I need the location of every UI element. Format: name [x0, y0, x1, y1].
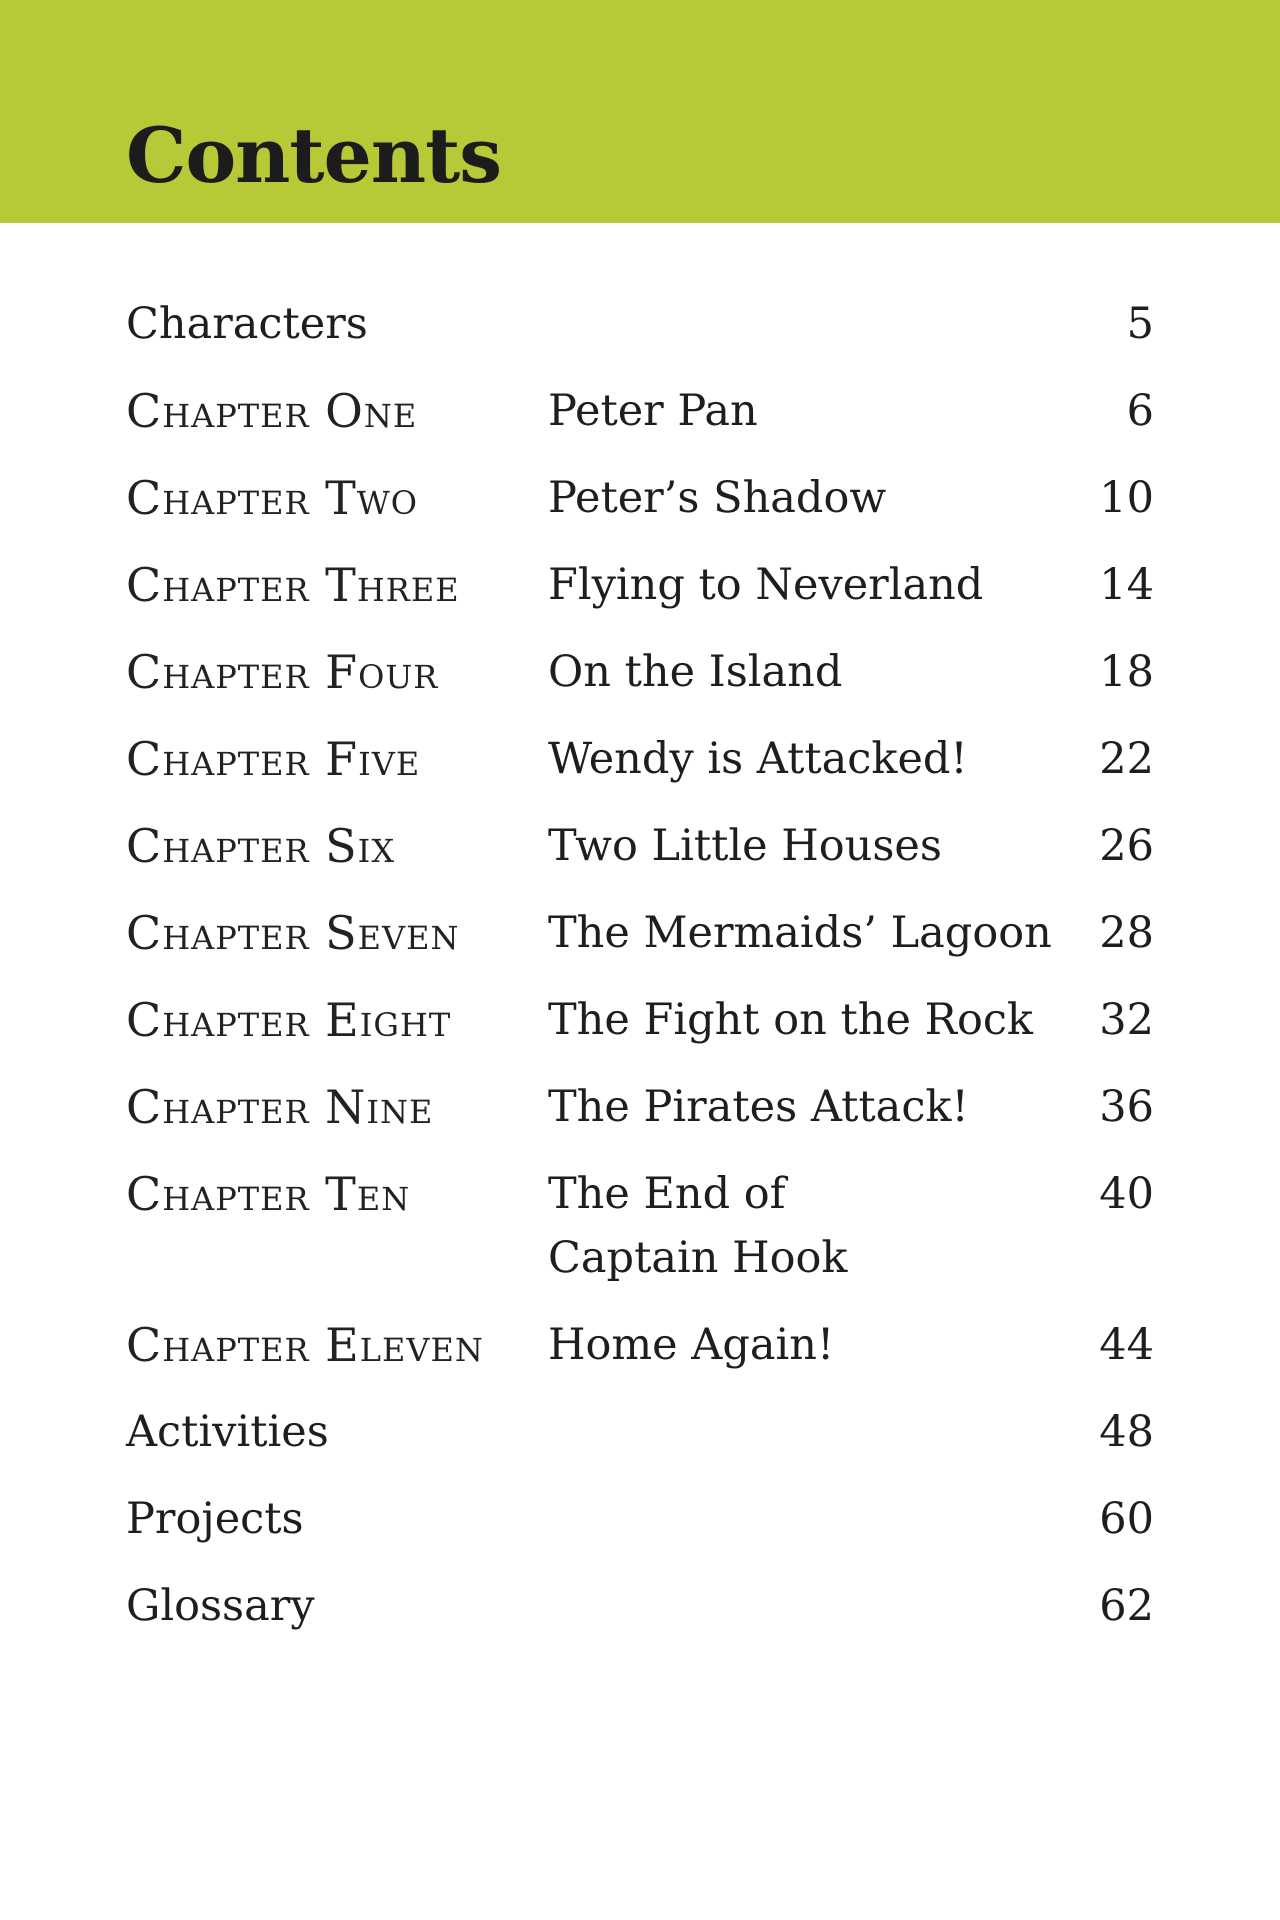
toc-label: Projects: [126, 1494, 304, 1544]
toc-label: Chapter Three: [126, 558, 460, 612]
toc-title: Peter Pan: [548, 386, 758, 436]
toc-title: Flying to Neverland: [548, 560, 984, 610]
toc-page: 40: [1099, 1169, 1154, 1219]
toc-title: [548, 1162, 1068, 1290]
header-band: [0, 0, 1280, 223]
page-title: Contents: [126, 111, 502, 200]
toc-label: Chapter Nine: [126, 1080, 434, 1134]
toc-page: 14: [1099, 560, 1154, 610]
toc-page: 28: [1099, 908, 1154, 958]
toc-title: Two Little Houses: [548, 821, 942, 871]
toc-label: Chapter Ten: [126, 1167, 411, 1221]
toc-label: Chapter Seven: [126, 906, 460, 960]
toc-page: 5: [1126, 299, 1154, 349]
toc-label: Chapter One: [126, 384, 418, 438]
toc-label: Chapter Six: [126, 819, 396, 873]
toc-label: Chapter Eleven: [126, 1318, 484, 1372]
toc-page: 18: [1099, 647, 1154, 697]
toc-page: 26: [1099, 821, 1154, 871]
toc-label: Chapter Two: [126, 471, 418, 525]
toc-title: The Mermaids’ Lagoon: [548, 908, 1052, 958]
toc-page: 48: [1099, 1407, 1154, 1457]
toc-page: 60: [1099, 1494, 1154, 1544]
toc-title: The Fight on the Rock: [548, 995, 1033, 1045]
toc-label: Activities: [126, 1407, 329, 1457]
toc-label: Chapter Four: [126, 645, 439, 699]
toc-title: The Pirates Attack!: [548, 1082, 969, 1132]
toc-page: 62: [1099, 1581, 1154, 1631]
toc-label: Chapter Eight: [126, 993, 452, 1047]
toc-title: Wendy is Attacked!: [548, 734, 968, 784]
toc-label: Chapter Five: [126, 732, 421, 786]
toc-title: Home Again!: [548, 1320, 835, 1370]
toc-title-line-1: The End of: [548, 1169, 786, 1219]
toc-page: 32: [1099, 995, 1154, 1045]
toc-page: 44: [1099, 1320, 1154, 1370]
toc-page: 10: [1099, 473, 1154, 523]
toc-page: 36: [1099, 1082, 1154, 1132]
toc-label: Glossary: [126, 1581, 315, 1631]
toc-title: Peter’s Shadow: [548, 473, 887, 523]
toc-title: On the Island: [548, 647, 843, 697]
toc-label: Characters: [126, 299, 368, 349]
toc-title-line-2: Captain Hook: [548, 1233, 848, 1283]
toc-page: 6: [1126, 386, 1154, 436]
toc-page: 22: [1099, 734, 1154, 784]
